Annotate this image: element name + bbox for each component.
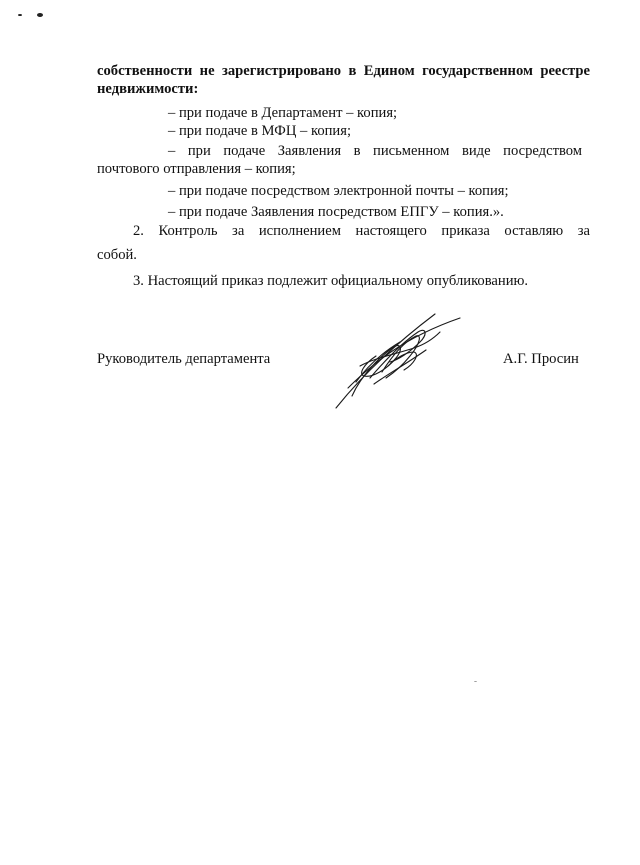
paragraph-continuation-line-1: собственности не зарегистрировано в Едином государственном реестре <box>97 63 590 79</box>
point-2-line-1: 2. Контроль за исполнением настоящего приказа оставляю за <box>133 223 590 239</box>
list-item-mail-line-1: – при подаче Заявления в письменном виде посредством <box>168 143 582 159</box>
point-3: 3. Настоящий приказ подлежит официальному опубликованию. <box>133 273 529 289</box>
list-item-mail-line-2: почтового отправления – копия; <box>97 161 296 177</box>
scan-speck <box>474 681 477 682</box>
list-item-department: – при подаче в Департамент – копия; <box>168 105 398 121</box>
scan-speck <box>18 14 22 16</box>
handwritten-signature <box>330 308 470 413</box>
signatory-position: Руководитель департамента <box>97 351 271 367</box>
list-item-email: – при подаче посредством электронной почты – копия; <box>168 183 509 199</box>
list-item-epgu: – при подаче Заявления посредством ЕПГУ – копия.». <box>168 204 504 220</box>
list-item-mfc: – при подаче в МФЦ – копия; <box>168 123 351 139</box>
scan-speck <box>37 13 43 17</box>
point-2-line-2: собой. <box>97 247 137 263</box>
paragraph-continuation-line-2: недвижимости: <box>97 81 199 97</box>
signatory-name: А.Г. Просин <box>503 351 579 367</box>
